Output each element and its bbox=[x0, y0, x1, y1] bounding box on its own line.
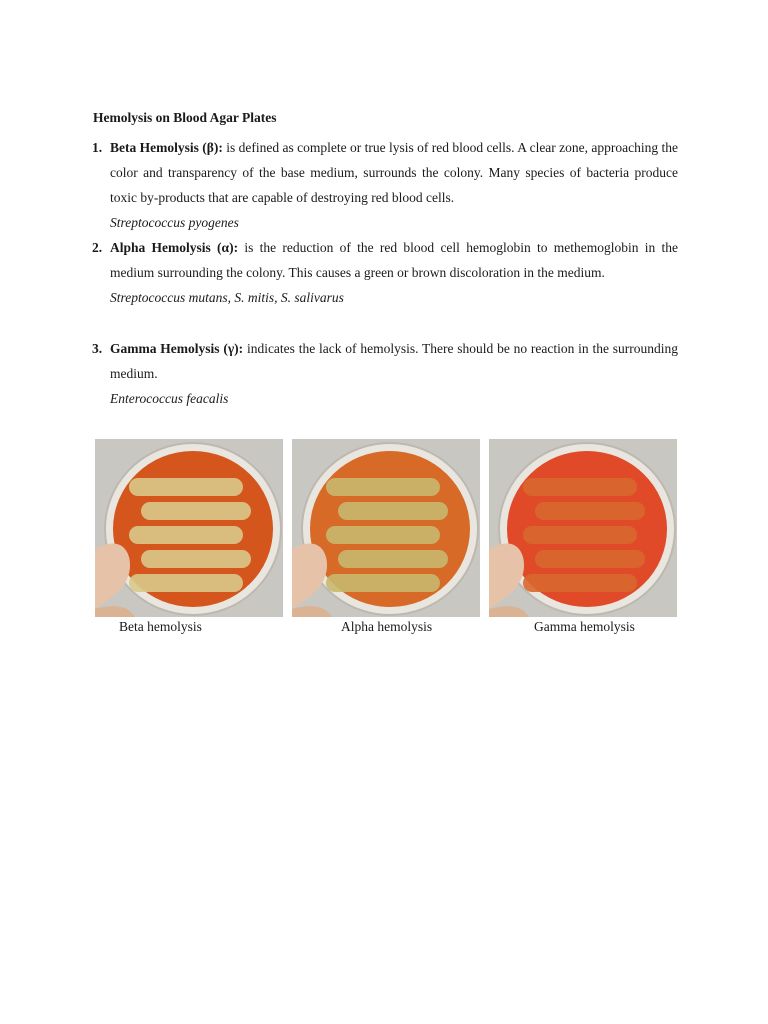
hemolysis-list bbox=[92, 135, 678, 411]
item-text bbox=[110, 135, 678, 210]
alpha-caption: Alpha hemolysis bbox=[341, 619, 433, 634]
item-description: is the reduction of the red blood cell hemoglobin to methemoglobin in the medium surrounding the colony. This causes a green or brown discoloration in the medium. bbox=[110, 240, 679, 280]
item-number: 2. bbox=[92, 240, 103, 255]
beta-caption: Beta hemolysis bbox=[119, 619, 202, 634]
item-number: 3. bbox=[92, 341, 103, 356]
page-title: Hemolysis on Blood Agar Plates bbox=[93, 110, 277, 125]
plate-figures bbox=[95, 439, 677, 639]
item-number: 1. bbox=[92, 140, 103, 155]
item-term: Alpha Hemolysis (α): bbox=[110, 240, 239, 255]
item-term: Beta Hemolysis (β): bbox=[110, 140, 223, 155]
list-item-gamma bbox=[92, 336, 678, 411]
item-species: Streptococcus pyogenes bbox=[110, 215, 239, 230]
item-text bbox=[110, 235, 678, 285]
item-text bbox=[110, 336, 678, 386]
gamma-plate-image bbox=[489, 439, 677, 617]
alpha-plate-image bbox=[292, 439, 480, 617]
item-species: Streptococcus mutans, S. mitis, S. salivarus bbox=[110, 290, 344, 305]
item-description: is defined as complete or true lysis of red blood cells. A clear zone, approaching the color and transparency of the base medium, surrounds the colony. Many species of bacteria produce toxic by-products that are capable of destroying red blood cells. bbox=[110, 140, 679, 205]
petri-dish-photo bbox=[95, 439, 283, 617]
gamma-caption: Gamma hemolysis bbox=[534, 619, 635, 634]
item-species: Enterococcus feacalis bbox=[110, 391, 229, 406]
beta-plate-image bbox=[95, 439, 283, 617]
item-term: Gamma Hemolysis (γ): bbox=[110, 341, 244, 356]
petri-dish-photo bbox=[292, 439, 480, 617]
petri-dish-photo bbox=[489, 439, 677, 617]
list-item-beta bbox=[92, 135, 678, 235]
item-description: indicates the lack of hemolysis. There should be no reaction in the surrounding medium. bbox=[110, 341, 678, 381]
list-item-alpha bbox=[92, 235, 678, 336]
